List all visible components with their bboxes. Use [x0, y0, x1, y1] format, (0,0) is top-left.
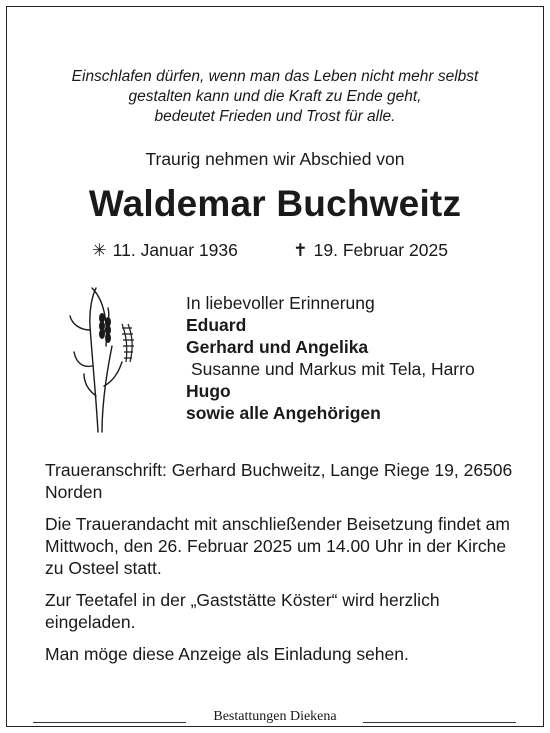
footer-divider-left — [33, 722, 186, 723]
wheat-stalk-icon — [62, 286, 162, 436]
mourners-heading: In liebevoller Erinnerung — [186, 293, 375, 313]
birth-star-icon: ✳ — [92, 240, 107, 260]
footer — [0, 709, 550, 725]
quote-line: gestalten kann und die Kraft zu Ende geht, — [128, 88, 422, 105]
birth-date: 11. Januar 1936 — [112, 240, 238, 260]
intro-text: Traurig nehmen wir Abschied von — [145, 149, 405, 169]
service-text: Die Trauerandacht mit anschließender Beisetzung findet am Mittwoch, den 26. Februar 2025 um 14.00 Uhr in der Kirche zu Osteel statt. — [45, 514, 510, 578]
mourner-name: Gerhard und Angelika — [186, 337, 369, 357]
death-date: 19. Februar 2025 — [313, 240, 448, 260]
mourner-family: Susanne und Markus mit Tela, Harro — [191, 359, 475, 379]
mourners-block — [186, 292, 475, 424]
mourner-name: Hugo — [186, 381, 231, 401]
death-date-row — [293, 240, 448, 261]
deceased-name: Waldemar Buchweitz — [88, 183, 462, 224]
quote-line: Einschlafen dürfen, wenn man das Leben nicht mehr selbst — [71, 68, 479, 85]
birth-date-row — [92, 240, 238, 261]
quote-line: bedeutet Frieden und Trost für alle. — [154, 108, 396, 125]
quote — [0, 67, 550, 127]
mourner-relatives: sowie alle Angehörigen — [186, 403, 381, 423]
address-text: Traueranschrift: Gerhard Buchweitz, Lange Riege 19, 26506 Norden — [45, 460, 513, 502]
invitation-note: Man möge diese Anzeige als Einladung sehen. — [45, 644, 409, 664]
mourner-name: Eduard — [186, 315, 247, 335]
footer-divider-right — [363, 722, 516, 723]
funeral-home-name: Bestattungen Diekena — [213, 709, 337, 724]
death-cross-icon: ✝ — [293, 240, 308, 260]
notice-details — [45, 459, 515, 675]
tea-invitation-text: Zur Teetafel in der „Gaststätte Köster“ wird herzlich eingeladen. — [45, 590, 440, 632]
